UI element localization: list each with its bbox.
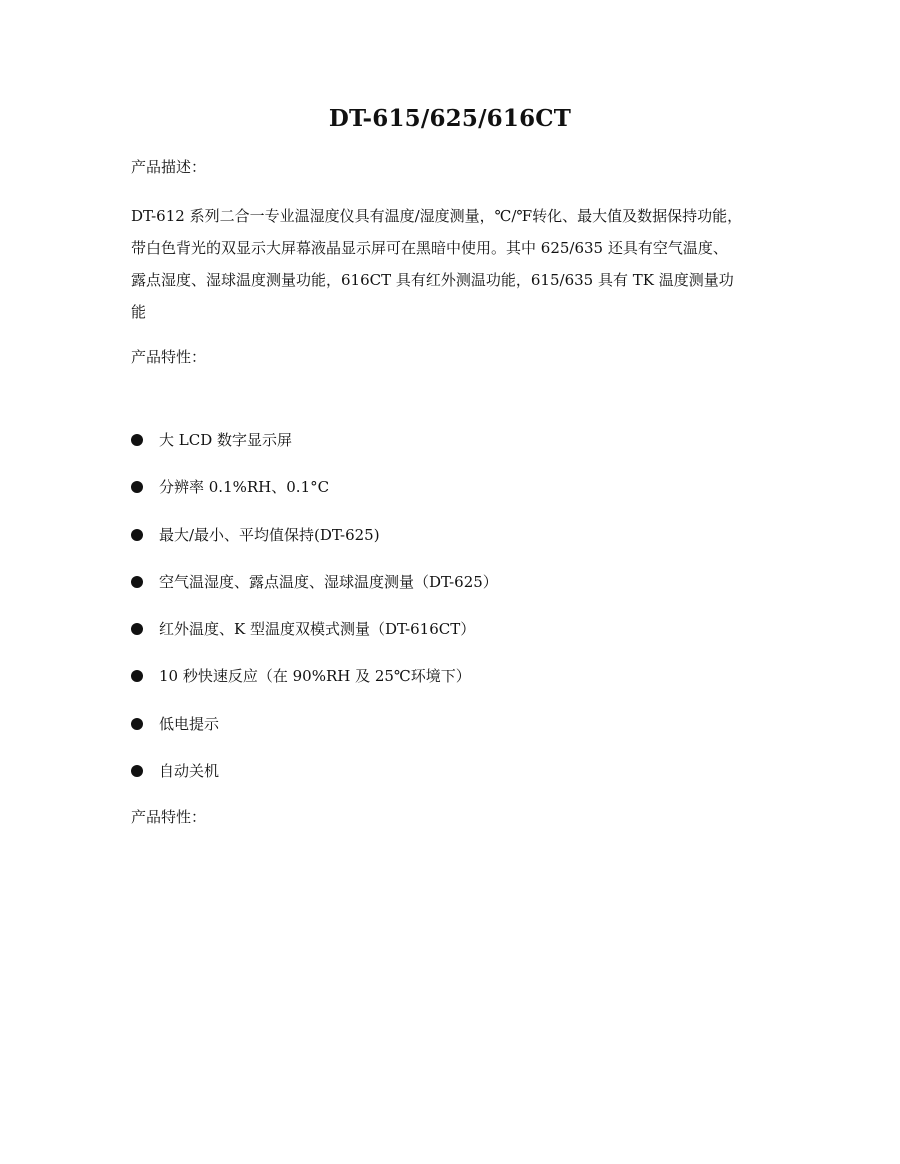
- section-heading-description: 产品描述：: [131, 158, 207, 176]
- feature-item: [131, 754, 771, 801]
- bullet-icon: [131, 576, 143, 588]
- description-line: 带白色背光的双显示大屏幕液晶显示屏可在黑暗中使用。其中 625/635 还具有空气温度、: [131, 239, 728, 257]
- description-paragraph: [131, 200, 781, 328]
- feature-item: [131, 612, 771, 659]
- feature-text: 10 秒快速反应（在 90%RH 及 25℃环境下）: [159, 667, 471, 686]
- bullet-icon: [131, 481, 143, 493]
- feature-text: 大 LCD 数字显示屏: [159, 431, 293, 449]
- feature-item: [131, 565, 771, 612]
- bullet-icon: [131, 765, 143, 777]
- description-line: 露点湿度、湿球温度测量功能，616CT 具有红外测温功能，615/635 具有 TK 温度测量功: [131, 271, 734, 289]
- feature-text: 自动关机: [159, 762, 220, 781]
- feature-item: [131, 423, 771, 470]
- section-heading-features-repeat: 产品特性：: [131, 808, 207, 826]
- bullet-icon: [131, 529, 143, 541]
- feature-text: 空气温湿度、露点温度、湿球温度测量（DT-625）: [159, 572, 498, 591]
- feature-text: 低电提示: [159, 714, 220, 733]
- feature-item: [131, 470, 771, 517]
- feature-text: 最大/最小、平均值保持(DT-625): [159, 525, 380, 544]
- feature-item: [131, 659, 771, 706]
- bullet-icon: [131, 434, 143, 446]
- bullet-icon: [131, 623, 143, 635]
- bullet-icon: [131, 670, 143, 682]
- feature-text: 红外温度、K 型温度双模式测量（DT-616CT）: [159, 620, 476, 639]
- description-line: DT-612 系列二合一专业温湿度仪具有温度/湿度测量，℃/℉转化、最大值及数据保持功能，: [131, 207, 743, 225]
- bullet-icon: [131, 718, 143, 730]
- feature-item: [131, 518, 771, 565]
- section-heading-features: 产品特性：: [131, 348, 207, 366]
- feature-list: [131, 423, 771, 801]
- feature-text: 分辨率 0.1%RH、0.1°C: [159, 478, 330, 497]
- document-title: DT-615/625/616CT: [328, 105, 572, 132]
- feature-item: [131, 707, 771, 754]
- description-line: 能: [131, 303, 147, 321]
